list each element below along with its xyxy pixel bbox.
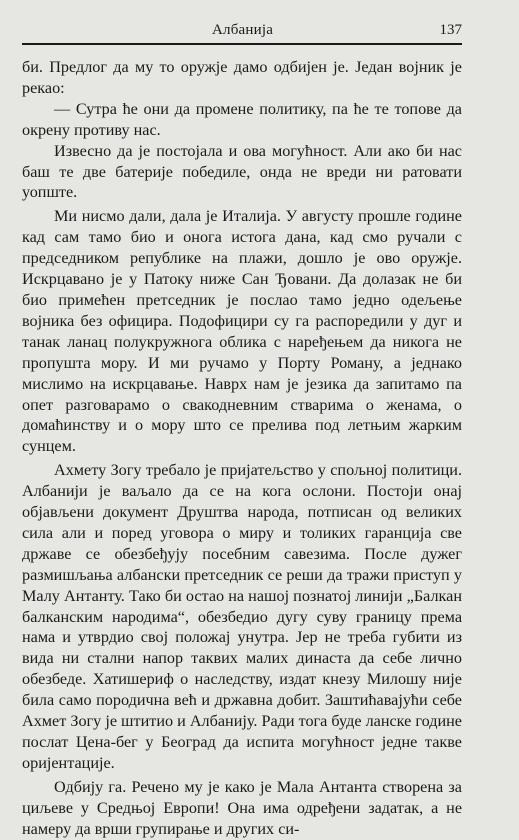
paragraph: Извесно да је постојала и ова могућност. Али ако би нас баш те две батерије победиле, онда не вреди ни ратовати уопште.	[22, 141, 462, 202]
paragraph: Одбију га. Речено му је како је Мала Антанта створена за циљеве у Средњој Европи! Она има одређени задатак, а не намеру да врши групирање и других си-	[22, 777, 462, 838]
page-number: 137	[439, 22, 462, 38]
paragraph: би. Предлог да му то оружје дамо одбијен је. Један војник је рекао:	[22, 58, 462, 97]
page-body	[22, 57, 462, 840]
paragraph: Ми нисмо дали, дала је Италија. У августу прошле године кад сам тамо био и онога истога дана, кад смо ручали с председником републике на плажи, дошло је ово оружје. Искрцавано је у Патоку ниже Сан Ђовани. Да долазак не би био примећен претседник је послао тамо једно одељење војника без официра. Подофицири су га распоредили у дуг и танак ланац полукружнога облика с наређењем да никога не пропушта мору. И ми ручамо у Порту Роману, а једнако мислимо на искрцавање. Наврх нам је језика да запитамо па опет разговарамо о свакодневним стварима о женама, о домаћинству и о мору што се прелива под летњим жарким сунцем.	[22, 207, 462, 456]
paragraph: Ахмету Зогу требало је пријатељство у спољној политици. Албанији је ваљало да се на кога ослони. Постоји онај објављени документ Друштва народа, потписан од великих сила али и поред уговора о миру и толиких гаранција све државе се обезбеђују посебним савезима. После дужег размишљања албански претседник се реши да тражи приступ у Малу Антанту. Тако би остао на нашој познатој линији „Балкан балканским народима“, обезбедио дугу суву границу према нама и утврдио свој положај унутра. Јер не треба губити из вида ни стални напор таквих малих династа да себе лично обезбеде. Хатишериф о наследству, издат кнезу Милошу није била само породична већ и државна добит. Заштићавајући себе Ахмет Зогу је штитио и Албанију. Ради тога буде ланске године послат Цена-бег у Београд да испита могућност једне такве оријентације.	[22, 461, 462, 772]
running-title: Албанија	[212, 22, 274, 38]
header-rule	[22, 43, 462, 45]
paragraph: — Сутра ће они да промене политику, па ће те топове да окрену противу нас.	[22, 99, 462, 139]
page-header	[22, 22, 462, 44]
